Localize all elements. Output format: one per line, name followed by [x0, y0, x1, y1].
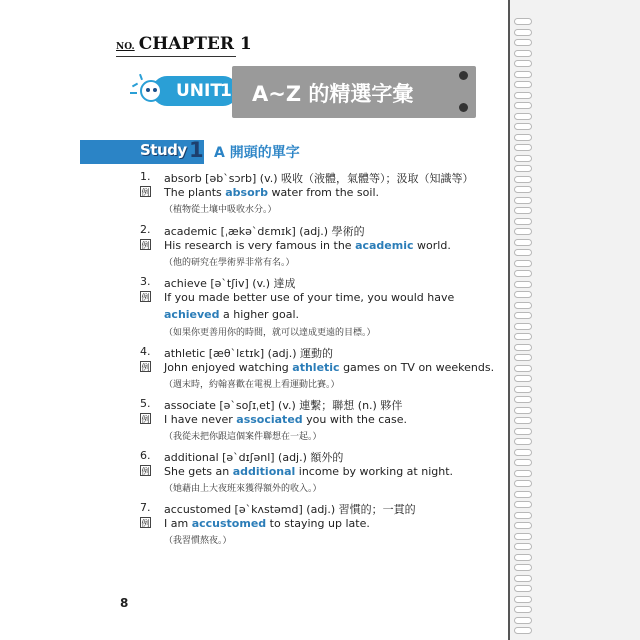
- binding-ring: [514, 186, 532, 193]
- binding-ring: [514, 71, 532, 78]
- example-marker-icon: 例: [141, 467, 150, 476]
- example-text: income by working at night.: [295, 465, 454, 478]
- example-keyword: athletic: [292, 361, 340, 374]
- binding-ring: [514, 39, 532, 46]
- entry-number: 4.: [140, 345, 151, 358]
- study-title: A 開頭的單字: [214, 145, 300, 161]
- binding-ring: [514, 375, 532, 382]
- example-sentence: [164, 359, 500, 376]
- example-marker-icon: 例: [141, 188, 150, 197]
- entry-number: 7.: [140, 501, 151, 514]
- binding-ring: [514, 281, 532, 288]
- example-marker-icon: 例: [141, 363, 150, 372]
- banner-screw-icon: [459, 103, 468, 112]
- binding-ring: [514, 323, 532, 330]
- example-translation: （如果你更善用你的時間，就可以達成更遠的目標。）: [164, 328, 376, 338]
- example-marker-icon: 例: [141, 519, 150, 528]
- binding-ring: [514, 102, 532, 109]
- example-text: If you made better use of your time, you would have: [164, 291, 455, 304]
- mascot-ray: [130, 92, 137, 94]
- entry-headword: associate [əˋsoʃɪˌet] (v.) 連繫；聯想 (n.) 夥伴: [164, 399, 403, 412]
- binding-ring: [514, 428, 532, 435]
- chapter-underline: [116, 56, 236, 57]
- binding-ring: [514, 407, 532, 414]
- binding-ring: [514, 354, 532, 361]
- example-translation: （她藉由上大夜班來獲得額外的收入。）: [164, 484, 322, 494]
- binding-ring: [514, 207, 532, 214]
- binding-ring: [514, 522, 532, 529]
- mascot-eye: [146, 88, 150, 92]
- entry-headword: additional [əˋdɪʃənl] (adj.) 額外的: [164, 451, 344, 464]
- binding-ring: [514, 144, 532, 151]
- example-keyword: additional: [232, 465, 296, 478]
- binding-ring: [514, 18, 532, 25]
- binding-ring: [514, 386, 532, 393]
- binding-ring: [514, 480, 532, 487]
- unit-number: 1: [220, 81, 232, 101]
- example-translation: （我習慣熬夜。）: [164, 536, 232, 546]
- example-text: John enjoyed watching: [164, 361, 293, 374]
- binding-ring: [514, 60, 532, 67]
- example-text: The plants: [164, 186, 226, 199]
- binding-ring: [514, 81, 532, 88]
- binding-ring: [514, 585, 532, 592]
- example-text: you with the case.: [302, 413, 408, 426]
- chapter-title: CHAPTER 1: [138, 34, 252, 54]
- example-sentence: [164, 463, 500, 480]
- example-text: a higher goal.: [219, 308, 300, 321]
- page-number: 8: [120, 596, 129, 610]
- study-label: Study: [140, 141, 187, 159]
- unit-label: UNIT: [176, 81, 222, 101]
- binding-ring: [514, 176, 532, 183]
- mascot-icon: [140, 80, 162, 102]
- binding-ring: [514, 228, 532, 235]
- example-keyword: achieved: [164, 308, 220, 321]
- example-text: I have never: [164, 413, 237, 426]
- binding-ring: [514, 92, 532, 99]
- example-keyword: absorb: [225, 186, 268, 199]
- entry-number: 5.: [140, 397, 151, 410]
- binding-ring: [514, 512, 532, 519]
- example-sentence: [164, 515, 500, 532]
- example-marker-icon: 例: [141, 241, 150, 250]
- example-keyword: accustomed: [191, 517, 267, 530]
- entry-headword: accustomed [əˋkʌstəmd] (adj.) 習慣的；一貫的: [164, 503, 416, 516]
- binding-ring: [514, 134, 532, 141]
- example-marker-icon: 例: [141, 415, 150, 424]
- binding-ring: [514, 312, 532, 319]
- page-edge: [508, 0, 510, 640]
- binding-ring: [514, 554, 532, 561]
- entry-number: 6.: [140, 449, 151, 462]
- binding-ring: [514, 617, 532, 624]
- chapter-no-label: NO.: [116, 42, 135, 52]
- example-translation: （他的研究在學術界非常有名。）: [164, 258, 295, 268]
- binding-ring: [514, 29, 532, 36]
- binding-ring: [514, 627, 532, 634]
- example-sentence: [164, 237, 500, 254]
- binding-ring: [514, 417, 532, 424]
- binding-ring: [514, 155, 532, 162]
- example-sentence: [164, 411, 500, 428]
- mascot-eye: [153, 88, 157, 92]
- study-number: 1: [189, 138, 204, 162]
- binding-ring: [514, 396, 532, 403]
- binding-ring: [514, 270, 532, 277]
- example-text: games on TV on weekends.: [339, 361, 495, 374]
- example-keyword: associated: [236, 413, 303, 426]
- binding-ring: [514, 470, 532, 477]
- example-text: to staying up late.: [266, 517, 370, 530]
- entry-headword: achieve [əˋtʃiv] (v.) 達成: [164, 277, 296, 290]
- binding-ring: [514, 333, 532, 340]
- example-translation: （植物從土壤中吸收水分。）: [164, 205, 277, 215]
- binding-ring: [514, 344, 532, 351]
- binding-ring: [514, 239, 532, 246]
- example-translation: （週末時，約翰喜歡在電視上看運動比賽。）: [164, 380, 340, 390]
- binding-ring: [514, 260, 532, 267]
- entry-headword: absorb [əb`sɔrb] (v.) 吸收（液體，氣體等）；汲取（知識等）: [164, 172, 474, 185]
- binding-ring: [514, 533, 532, 540]
- entry-number: 2.: [140, 223, 151, 236]
- binding-ring: [514, 113, 532, 120]
- unit-title: A~Z 的精選字彙: [252, 82, 414, 106]
- binding-ring: [514, 302, 532, 309]
- binding-ring: [514, 575, 532, 582]
- example-marker-icon: 例: [141, 293, 150, 302]
- example-sentence: [164, 289, 500, 323]
- chapter-heading: [116, 34, 252, 54]
- example-keyword: academic: [355, 239, 414, 252]
- binding-ring: [514, 596, 532, 603]
- binding-ring: [514, 543, 532, 550]
- binding-ring: [514, 564, 532, 571]
- banner-screw-icon: [459, 71, 468, 80]
- binding-ring: [514, 249, 532, 256]
- unit-badge: [152, 76, 238, 106]
- example-text: water from the soil.: [267, 186, 380, 199]
- example-text: world.: [413, 239, 451, 252]
- binding-ring: [514, 438, 532, 445]
- binding-ring: [514, 123, 532, 130]
- binding-ring: [514, 197, 532, 204]
- binding-ring: [514, 218, 532, 225]
- binding-ring: [514, 501, 532, 508]
- entry-headword: athletic [æθˋlɛtɪk] (adj.) 運動的: [164, 347, 334, 360]
- binding-ring: [514, 459, 532, 466]
- example-text: His research is very famous in the: [164, 239, 356, 252]
- binding-ring: [514, 491, 532, 498]
- binding-ring: [514, 449, 532, 456]
- example-sentence: [164, 184, 500, 201]
- entry-number: 1.: [140, 170, 151, 183]
- binding-ring: [514, 165, 532, 172]
- binding-ring: [514, 606, 532, 613]
- entry-number: 3.: [140, 275, 151, 288]
- example-text: She gets an: [164, 465, 233, 478]
- binding-ring: [514, 291, 532, 298]
- binding-ring: [514, 50, 532, 57]
- example-text: I am: [164, 517, 192, 530]
- binding-ring: [514, 365, 532, 372]
- example-translation: （我從未把你跟這個案件聯想在一起。）: [164, 432, 322, 442]
- entry-headword: academic [ˌækəˋdɛmɪk] (adj.) 學術的: [164, 225, 365, 238]
